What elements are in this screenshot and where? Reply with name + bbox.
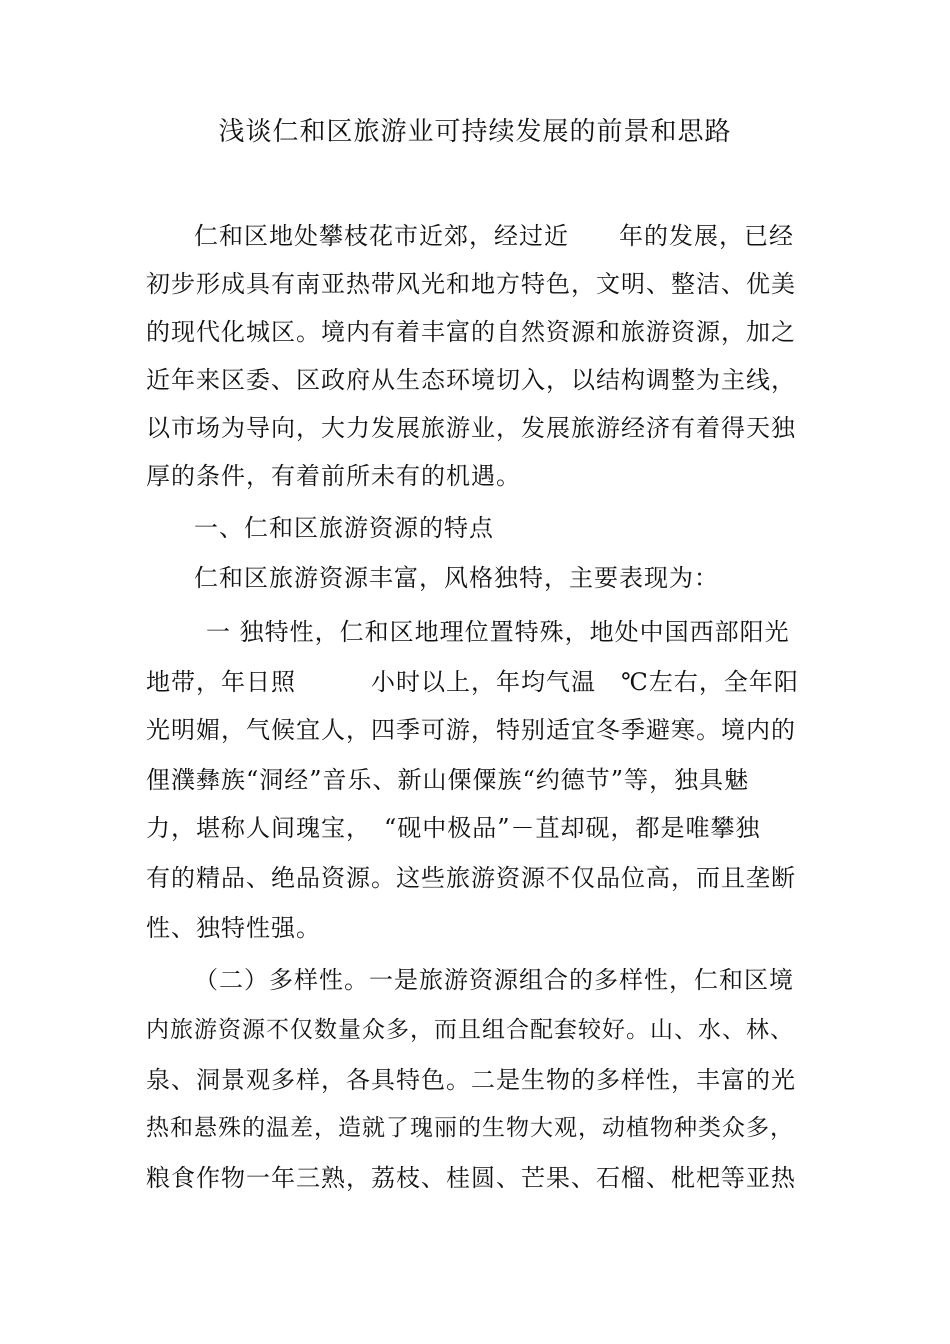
paragraph-line: 以市场为导向，大力发展旅游业，发展旅游经济有着得天独 xyxy=(146,414,796,442)
paragraph-line: 近年来区委、区政府从生态环境切入，以结构调整为主线， xyxy=(146,366,796,394)
paragraph-line: 一 独特性，仁和区地理位置特殊，地处中国西部阳光 xyxy=(206,618,790,646)
paragraph-line: 俚濮彝族“洞经”音乐、新山傈僳族“约德节”等，独具魅 xyxy=(146,766,750,794)
paragraph-line: 地带，年日照 小时以上，年均气温 ℃左右，全年阳 xyxy=(146,668,799,696)
paragraph-line: 内旅游资源不仅数量众多，而且组合配套较好。山、水、林、 xyxy=(146,1017,794,1043)
paragraph-line: 泉、洞景观多样，各具特色。二是生物的多样性，丰富的光 xyxy=(146,1066,796,1094)
paragraph-line: 有的精品、绝品资源。这些旅游资源不仅品位高，而且垄断 xyxy=(146,864,796,892)
section-heading: 一、仁和区旅游资源的特点 xyxy=(194,514,494,542)
paragraph-line: （二）多样性。一是旅游资源组合的多样性，仁和区境 xyxy=(194,966,794,994)
paragraph-line: 粮食作物一年三熟，荔枝、桂圆、芒果、石榴、枇杷等亚热 xyxy=(146,1164,796,1192)
paragraph-line: 仁和区地处攀枝花市近郊，经过近 年的发展，已经 xyxy=(194,222,794,250)
paragraph-line: 仁和区旅游资源丰富，风格独特，主要表现为： xyxy=(194,564,719,592)
paragraph-line: 的现代化城区。境内有着丰富的自然资源和旅游资源，加之 xyxy=(146,318,796,346)
paragraph-line: 初步形成具有南亚热带风光和地方特色，文明、整洁、优美 xyxy=(146,270,796,298)
paragraph-line: 热和悬殊的温差，造就了瑰丽的生物大观，动植物种类众多， xyxy=(146,1115,794,1141)
paragraph-line: 厚的条件，有着前所未有的机遇。 xyxy=(146,462,521,490)
paragraph-line: 性、独特性强。 xyxy=(146,914,321,942)
paragraph-line: 光明媚，气候宜人，四季可游，特别适宜冬季避寒。境内的 xyxy=(146,716,796,744)
document-title: 浅谈仁和区旅游业可持续发展的前景和思路 xyxy=(218,117,732,147)
paragraph-line: 力，堪称人间瑰宝， “砚中极品”－苴却砚，都是唯攀独 xyxy=(146,814,761,842)
